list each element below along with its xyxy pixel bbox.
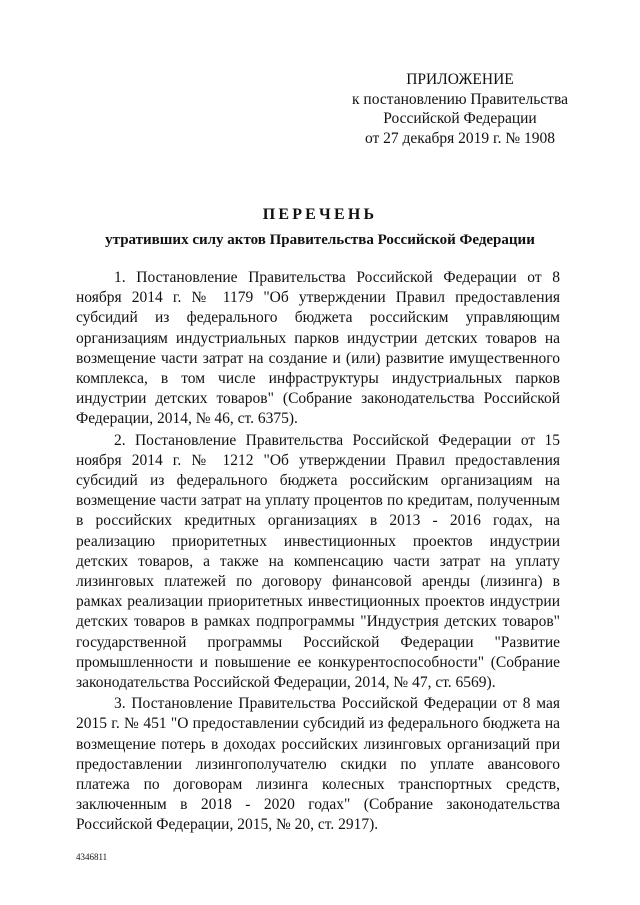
document-title: ПЕРЕЧЕНЬ [262,206,378,223]
appendix-date-number-line: от 27 декабря 2019 г. № 1908 [364,129,556,147]
appendix-country-line: Российской Федерации [383,110,537,127]
list-item: 1. Постановление Правительства Российской Федерации от 8 ноября 2014 г. № 1179 "Об утверждении Правил предоставления субсидий из федерального бюджета российским управляющим организациям индустриальных парков индустрии детских товаров на возмещение части затрат на создание и (или) развитие имущественного комплекса, в том числе инфраструктуры индустриальных парков индустрии детских товаров" (Собрание законодательства Российской Федерации, 2014, № 46, ст. 6375). [76,269,560,428]
document-subtitle: утративших силу актов Правительства Российской Федерации [105,232,535,248]
list-item: 2. Постановление Правительства Российской Федерации от 15 ноября 2014 г. № 1212 "Об утверждении Правил предоставления субсидий из федерального бюджета российским организациям на возмещение части затрат на уплату процентов по кредитам, полученным в российских кредитных организациях в 2013 - 2016 годах, на реализацию приоритетных инвестиционных проектов индустрии детских товаров, а также на компенсацию части затрат на уплату лизинговых платежей по договору финансовой аренды (лизинга) в рамках реализации приоритетных инвестиционных проектов индустрии детских товаров в рамках подпрограммы "Индустрия детских товаров" государственной программы Российской Федерации "Развитие промышленности и повышение ее конкурентоспособности" (Собрание законодательства Российской Федерации, 2014, № 47, ст. 6569). [76,431,560,692]
document-id-stamp: 4346811 [76,852,108,862]
appendix-resolution-line: к постановлению Правительства [352,90,568,108]
appendix-label: ПРИЛОЖЕНИЕ [406,71,514,88]
acts-list [76,268,560,836]
appendix-header [300,70,620,148]
list-item: 3. Постановление Правительства Российской Федерации от 8 мая 2015 г. № 451 "О предоставлении субсидий из федерального бюджета на возмещение потерь в доходах российских лизинговых организаций при предоставлении лизингополучателю скидки по уплате авансового платежа по договорам лизинга колесных транспортных средств, заключенным в 2018 - 2020 годах" (Собрание законодательства Российской Федерации, 2015, № 20, ст. 2917). [76,695,560,834]
